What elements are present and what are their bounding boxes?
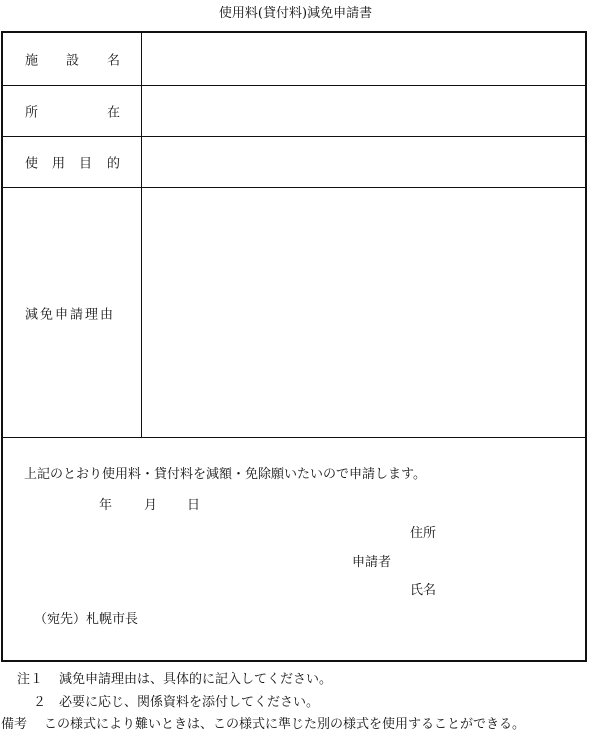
- purpose-field[interactable]: [142, 137, 585, 187]
- label-location: 所 在: [3, 86, 142, 136]
- application-form: [1, 31, 587, 662]
- address-label: 住所: [410, 526, 437, 541]
- label-reason: 減免申請理由: [3, 188, 142, 437]
- addressee: （宛先）札幌市長: [34, 612, 139, 627]
- remarks-prefix: 備考: [1, 717, 28, 732]
- note-1-prefix: 注１: [17, 672, 44, 687]
- note-2-text: 必要に応じ、関係資料を添付してください。: [59, 695, 320, 710]
- location-field[interactable]: [142, 86, 585, 136]
- label-purpose: 使 用 目 的: [3, 137, 142, 187]
- row-facility-name: [3, 33, 585, 86]
- remarks-text: この様式により難いときは、この様式に準じた別の様式を使用することができる。: [44, 717, 526, 732]
- declaration-text: 上記のとおり使用料・貸付料を減額・免除願いたいので申請します。: [24, 467, 426, 482]
- facility-name-field[interactable]: [142, 33, 585, 85]
- date-month-label: 月: [144, 498, 158, 513]
- row-purpose: [3, 137, 585, 188]
- row-reason: [3, 188, 585, 438]
- note-1-text: 減免申請理由は、具体的に記入してください。: [59, 672, 333, 687]
- reason-field[interactable]: [142, 188, 585, 437]
- applicant-label: 申請者: [352, 555, 392, 570]
- note-2-prefix: ２: [33, 695, 47, 710]
- name-label: 氏名: [410, 583, 437, 598]
- declaration-section: [3, 438, 585, 660]
- row-location: [3, 86, 585, 137]
- document-title: 使用料(貸付料)減免申請書: [218, 6, 373, 21]
- date-day-label: 日: [187, 498, 201, 513]
- label-facility-name: 施 設 名: [3, 33, 142, 85]
- date-year-label: 年: [99, 498, 113, 513]
